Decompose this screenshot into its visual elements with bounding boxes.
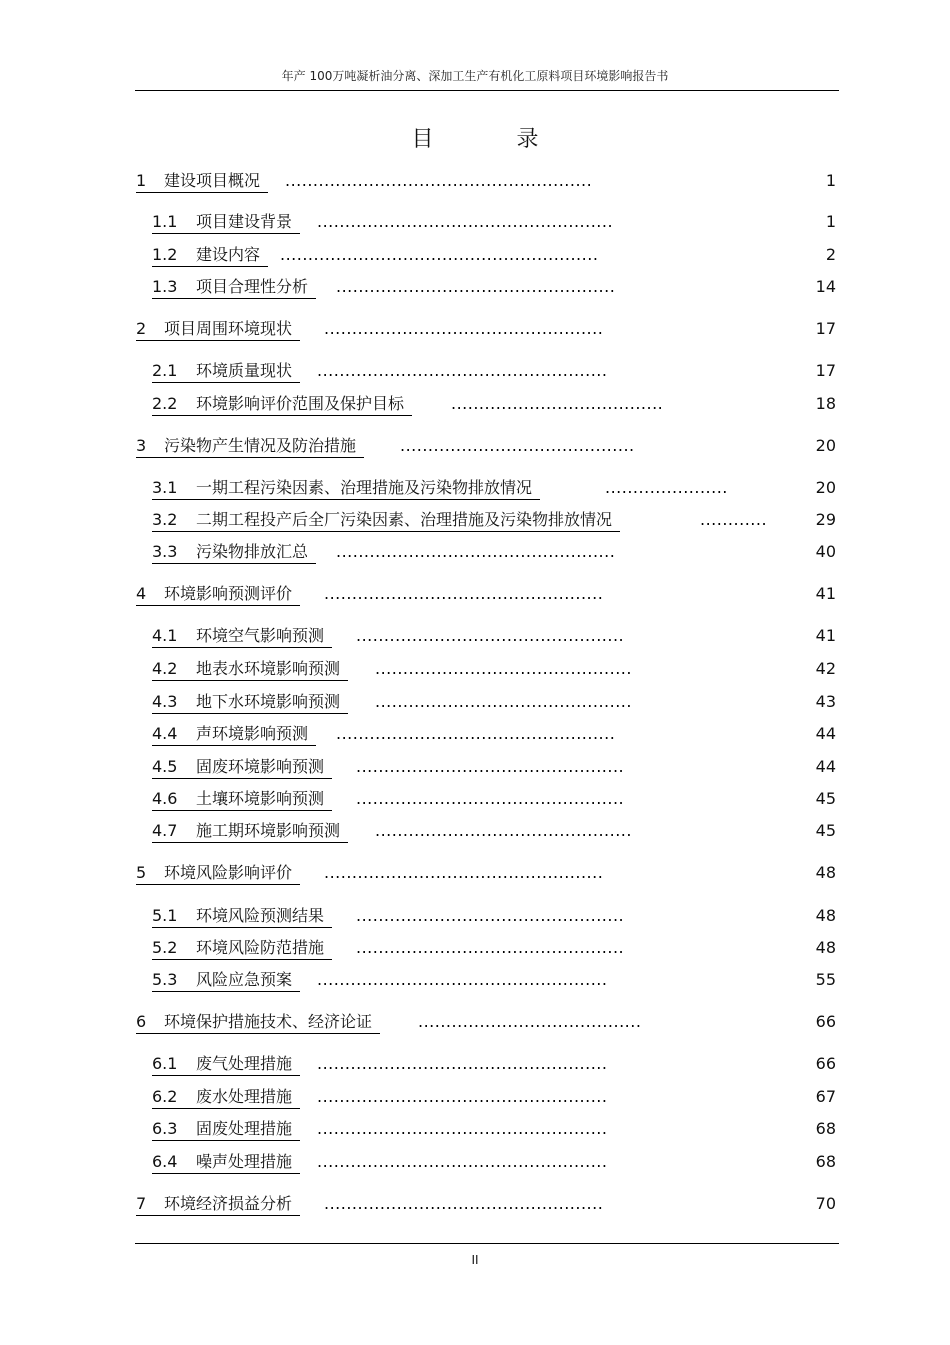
toc-entry-link[interactable] — [136, 318, 300, 341]
toc-entry-number: 2 — [136, 319, 147, 338]
toc-entry-title: 固废处理措施 — [196, 1119, 293, 1138]
toc-entry-link[interactable] — [152, 244, 268, 267]
toc-entry-page: 68 — [815, 1119, 836, 1138]
toc-entry-number: 2.1 — [152, 361, 178, 380]
toc-entry-number: 1 — [136, 171, 147, 190]
toc-entry-3-1[interactable] — [152, 477, 836, 501]
toc-entry-title: 项目合理性分析 — [196, 277, 309, 296]
toc-entry-number: 3.2 — [152, 510, 178, 529]
toc-entry-2-2[interactable] — [152, 393, 836, 417]
toc-entry-link[interactable] — [152, 969, 300, 992]
toc-entry-title: 地表水环境影响预测 — [196, 659, 341, 678]
toc-entry-number: 3 — [136, 436, 147, 455]
toc-entry-page: 48 — [815, 938, 836, 957]
toc-title: 目 录 — [411, 127, 577, 152]
toc-entry-title: 固废环境影响预测 — [196, 757, 325, 776]
toc-entry-leader-dots: .................................................. — [324, 1194, 604, 1213]
toc-entry-page: 14 — [815, 277, 836, 296]
toc-entry-1-1[interactable] — [152, 211, 836, 235]
toc-entry-leader-dots: .......................................... — [400, 436, 635, 455]
toc-entry-4-1[interactable] — [152, 625, 836, 649]
toc-entry-page: 45 — [815, 789, 836, 808]
toc-entry-leader-dots: ....................................................... — [285, 171, 593, 190]
toc-entry-page: 1 — [825, 212, 836, 231]
toc-entry-page: 20 — [815, 436, 836, 455]
toc-entry-number: 4.4 — [152, 724, 178, 743]
toc-entry-leader-dots: .............................................. — [375, 659, 632, 678]
toc-entry-link[interactable] — [152, 477, 540, 500]
toc-entry-4-4[interactable] — [152, 723, 836, 747]
toc-entry-page: 20 — [815, 478, 836, 497]
toc-entry-title: 环境空气影响预测 — [196, 626, 325, 645]
footer-page-number: II — [471, 1253, 479, 1267]
toc-entry-page: 29 — [815, 510, 836, 529]
toc-entry-number: 5.2 — [152, 938, 178, 957]
toc-entry-page: 18 — [815, 394, 836, 413]
toc-entry-number: 4.5 — [152, 757, 178, 776]
toc-entry-leader-dots: ..................................................... — [317, 212, 614, 231]
toc-entry-title: 环境影响评价范围及保护目标 — [196, 394, 405, 413]
toc-entry-leader-dots: .............................................. — [375, 821, 632, 840]
toc-entry-title: 环境风险预测结果 — [196, 906, 325, 925]
toc-entry-title: 污染物产生情况及防治措施 — [164, 436, 357, 455]
toc-entry-number: 1.2 — [152, 245, 178, 264]
toc-entry-title: 土壤环境影响预测 — [196, 789, 325, 808]
toc-entry-number: 4.6 — [152, 789, 178, 808]
toc-entry-leader-dots: .................................................. — [336, 724, 616, 743]
toc-entry-1-2[interactable] — [152, 244, 836, 268]
toc-entry-title: 一期工程污染因素、治理措施及污染物排放情况 — [196, 478, 533, 497]
toc-entry-link[interactable] — [152, 211, 300, 234]
toc-entry-link[interactable] — [152, 360, 300, 383]
toc-entry-4-3[interactable] — [152, 691, 836, 715]
toc-entry-page: 70 — [815, 1194, 836, 1213]
toc-entry-leader-dots: .................................................. — [336, 277, 616, 296]
toc-entry-link[interactable] — [152, 905, 332, 928]
toc-entry-page: 42 — [815, 659, 836, 678]
toc-entry-number: 4.3 — [152, 692, 178, 711]
toc-entry-6-1[interactable] — [152, 1053, 836, 1077]
toc-entry-5[interactable] — [136, 862, 836, 886]
toc-entry-title: 施工期环境影响预测 — [196, 821, 341, 840]
toc-entry-number: 3.1 — [152, 478, 178, 497]
toc-entry-leader-dots: .................................................... — [317, 1152, 608, 1171]
toc-entry-4-7[interactable] — [152, 820, 836, 844]
toc-entry-link[interactable] — [152, 393, 412, 416]
toc-entry-title: 废气处理措施 — [196, 1054, 293, 1073]
toc-entry-link[interactable] — [152, 937, 332, 960]
toc-entry-link[interactable] — [152, 820, 348, 843]
toc-entry-title: 项目建设背景 — [196, 212, 293, 231]
toc-entry-link[interactable] — [152, 1151, 300, 1174]
toc-entry-page: 41 — [815, 626, 836, 645]
toc-entry-link[interactable] — [152, 788, 332, 811]
toc-entry-link[interactable] — [136, 1011, 380, 1034]
toc-entry-link[interactable] — [136, 435, 364, 458]
toc-entry-page: 17 — [815, 361, 836, 380]
toc-entry-page: 45 — [815, 821, 836, 840]
toc-entry-page: 66 — [815, 1012, 836, 1031]
toc-entry-5-1[interactable] — [152, 905, 836, 929]
toc-entry-page: 40 — [815, 542, 836, 561]
toc-entry-6-2[interactable] — [152, 1086, 836, 1110]
toc-entry-link[interactable] — [136, 862, 300, 885]
toc-entry-title: 污染物排放汇总 — [196, 542, 309, 561]
toc-entry-link[interactable] — [152, 658, 348, 681]
toc-entry-page: 41 — [815, 584, 836, 603]
toc-entry-number: 6.4 — [152, 1152, 178, 1171]
toc-entry-7[interactable] — [136, 1193, 836, 1217]
toc-entry-leader-dots: .................................................... — [317, 1119, 608, 1138]
toc-entry-leader-dots: .................................................... — [317, 1054, 608, 1073]
toc-entry-1-3[interactable] — [152, 276, 836, 300]
toc-entry-number: 6.2 — [152, 1087, 178, 1106]
toc-entry-title: 二期工程投产后全厂污染因素、治理措施及污染物排放情况 — [196, 510, 613, 529]
toc-entry-number: 1.3 — [152, 277, 178, 296]
toc-entry-leader-dots: ................................................ — [356, 906, 625, 925]
toc-entry-title: 建设项目概况 — [164, 171, 261, 190]
toc-entry-6[interactable] — [136, 1011, 836, 1035]
toc-entry-link[interactable] — [152, 1086, 300, 1109]
toc-entry-title: 地下水环境影响预测 — [196, 692, 341, 711]
toc-entry-leader-dots: .............................................. — [375, 692, 632, 711]
toc-entry-5-2[interactable] — [152, 937, 836, 961]
toc-entry-page: 2 — [825, 245, 836, 264]
toc-entry-leader-dots: ................................................ — [356, 757, 625, 776]
toc-entry-title: 废水处理措施 — [196, 1087, 293, 1106]
header-rule — [135, 90, 839, 91]
toc-entry-title: 建设内容 — [196, 245, 261, 264]
footer-rule — [135, 1243, 839, 1244]
toc-entry-1[interactable] — [136, 170, 836, 194]
toc-entry-link[interactable] — [136, 1193, 300, 1216]
toc-entry-link[interactable] — [136, 583, 300, 606]
toc-entry-leader-dots: ................................................ — [356, 789, 625, 808]
toc-entry-page: 66 — [815, 1054, 836, 1073]
toc-entry-leader-dots: ...................................... — [451, 394, 664, 413]
toc-entry-leader-dots: ........................................ — [418, 1012, 642, 1031]
toc-entry-4-2[interactable] — [152, 658, 836, 682]
toc-entry-title: 环境质量现状 — [196, 361, 293, 380]
toc-entry-link[interactable] — [152, 723, 316, 746]
toc-entry-title: 项目周围环境现状 — [164, 319, 293, 338]
toc-entry-5-3[interactable] — [152, 969, 836, 993]
toc-entry-leader-dots: .................................................... — [317, 361, 608, 380]
toc-entry-number: 7 — [136, 1194, 147, 1213]
toc-entry-number: 2.2 — [152, 394, 178, 413]
toc-entry-title: 环境风险影响评价 — [164, 863, 293, 882]
toc-entry-leader-dots: ......................................................... — [280, 245, 599, 264]
toc-entry-2-1[interactable] — [152, 360, 836, 384]
running-header: 年产 100万吨凝析油分离、深加工生产有机化工原料项目环境影响报告书 — [281, 69, 669, 83]
toc-entry-leader-dots: ............ — [700, 510, 768, 529]
toc-entry-3[interactable] — [136, 435, 836, 459]
toc-entry-title: 噪声处理措施 — [196, 1152, 293, 1171]
toc-entry-number: 5.3 — [152, 970, 178, 989]
toc-entry-2[interactable] — [136, 318, 836, 342]
toc-entry-leader-dots: ...................... — [605, 478, 728, 497]
toc-entry-leader-dots: .................................................... — [317, 970, 608, 989]
toc-entry-4[interactable] — [136, 583, 836, 607]
toc-entry-number: 6 — [136, 1012, 147, 1031]
toc-entry-number: 4.1 — [152, 626, 178, 645]
toc-entry-title: 环境经济损益分析 — [164, 1194, 293, 1213]
toc-entry-link[interactable] — [136, 170, 268, 193]
toc-entry-page: 17 — [815, 319, 836, 338]
toc-entry-6-4[interactable] — [152, 1151, 836, 1175]
toc-entry-title: 环境风险防范措施 — [196, 938, 325, 957]
toc-entry-leader-dots: .................................................. — [324, 863, 604, 882]
toc-entry-4-6[interactable] — [152, 788, 836, 812]
toc-entry-leader-dots: .................................................. — [336, 542, 616, 561]
toc-entry-number: 4.7 — [152, 821, 178, 840]
toc-entry-page: 48 — [815, 863, 836, 882]
toc-entry-title: 声环境影响预测 — [196, 724, 309, 743]
toc-entry-leader-dots: ................................................ — [356, 626, 625, 645]
toc-entry-4-5[interactable] — [152, 756, 836, 780]
toc-entry-title: 环境保护措施技术、经济论证 — [164, 1012, 373, 1031]
toc-entry-number: 6.1 — [152, 1054, 178, 1073]
toc-entry-link[interactable] — [152, 691, 348, 714]
toc-entry-6-3[interactable] — [152, 1118, 836, 1142]
toc-entry-link[interactable] — [152, 276, 316, 299]
toc-entry-page: 67 — [815, 1087, 836, 1106]
toc-entry-link[interactable] — [152, 1118, 300, 1141]
toc-entry-number: 4.2 — [152, 659, 178, 678]
toc-entry-number: 5 — [136, 863, 147, 882]
toc-entry-page: 43 — [815, 692, 836, 711]
toc-entry-title: 环境影响预测评价 — [164, 584, 293, 603]
toc-entry-leader-dots: ................................................ — [356, 938, 625, 957]
toc-entry-number: 6.3 — [152, 1119, 178, 1138]
toc-entry-leader-dots: .................................................. — [324, 584, 604, 603]
toc-entry-page: 55 — [815, 970, 836, 989]
toc-entry-page: 48 — [815, 906, 836, 925]
toc-entry-page: 44 — [815, 724, 836, 743]
toc-entry-link[interactable] — [152, 625, 332, 648]
toc-entry-link[interactable] — [152, 1053, 300, 1076]
toc-entry-leader-dots: .................................................... — [317, 1087, 608, 1106]
toc-entry-link[interactable] — [152, 509, 620, 532]
toc-entry-number: 3.3 — [152, 542, 178, 561]
toc-entry-page: 68 — [815, 1152, 836, 1171]
toc-entry-number: 1.1 — [152, 212, 178, 231]
toc-entry-3-3[interactable] — [152, 541, 836, 565]
toc-entry-leader-dots: .................................................. — [324, 319, 604, 338]
toc-entry-page: 1 — [825, 171, 836, 190]
toc-entry-title: 风险应急预案 — [196, 970, 293, 989]
toc-entry-link[interactable] — [152, 756, 332, 779]
toc-entry-number: 4 — [136, 584, 147, 603]
toc-entry-3-2[interactable] — [152, 509, 836, 533]
toc-entry-page: 44 — [815, 757, 836, 776]
toc-entry-link[interactable] — [152, 541, 316, 564]
toc-entry-number: 5.1 — [152, 906, 178, 925]
